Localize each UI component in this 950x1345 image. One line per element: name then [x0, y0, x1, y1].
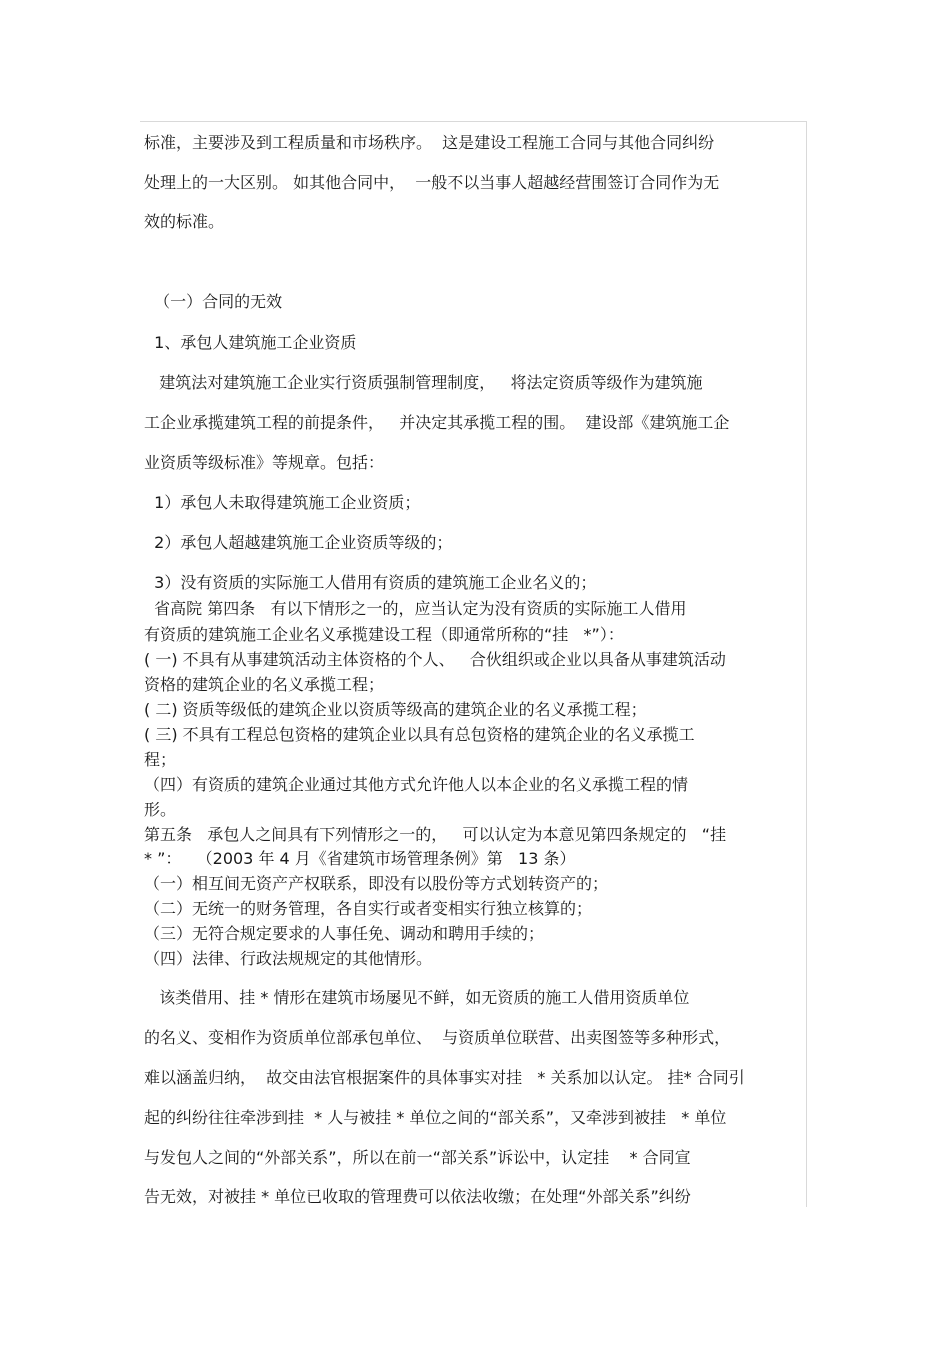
paragraph-line: * ”： （2003 年 4 月《省建筑市场管理条例》第 13 条） [144, 849, 576, 868]
paragraph-line: 有资质的建筑施工企业名义承揽建设工程（即通常所称的“挂 *”）： [144, 625, 624, 644]
paragraph-line: 该类借用、挂 * 情形在建筑市场屡见不鲜，如无资质的施工人借用资质单位 [144, 988, 690, 1007]
list-item: 3）没有资质的实际施工人借用有资质的建筑施工企业名义的； [144, 573, 597, 592]
subsection-heading: 1、承包人建筑施工企业资质 [144, 333, 357, 352]
list-item: 程； [144, 750, 177, 769]
paragraph-line: 与发包人之间的“外部关系”，所以在前一“部关系”诉讼中，认定挂 * 合同宣 [144, 1148, 691, 1167]
paragraph-line: 业资质等级标准》等规章。包括： [144, 453, 385, 472]
list-item: ( 三) 不具有工程总包资格的建筑企业以具有总包资格的建筑企业的名义承揽工 [144, 725, 695, 744]
list-item: （四）法律、行政法规规定的其他情形。 [144, 949, 433, 968]
paragraph-line: 第五条 承包人之间具有下列情形之一的， 可以认定为本意见第四条规定的 “挂 [144, 825, 727, 844]
paragraph-line: 工企业承揽建筑工程的前提条件， 并决定其承揽工程的围。 建设部《建筑施工企 [144, 413, 730, 432]
list-item: （三）无符合规定要求的人事任免、调动和聘用手续的； [144, 924, 545, 943]
list-item: 2）承包人超越建筑施工企业资质等级的； [144, 533, 453, 552]
section-heading: （一）合同的无效 [144, 292, 283, 311]
paragraph-line: 省高院 第四条 有以下情形之一的，应当认定为没有资质的实际施工人借用 [144, 599, 687, 618]
list-item: ( 二) 资质等级低的建筑企业以资质等级高的建筑企业的名义承揽工程； [144, 700, 647, 719]
paragraph-line: 告无效，对被挂 * 单位已收取的管理费可以依法收缴；在处理“外部关系”纠纷 [144, 1187, 691, 1206]
paragraph-line: 难以涵盖归纳， 故交由法官根据案件的具体事实对挂 * 关系加以认定。 挂* 合同引 [144, 1068, 745, 1087]
paragraph-line: 建筑法对建筑施工企业实行资质强制管理制度， 将法定资质等级作为建筑施 [144, 373, 703, 392]
paragraph-line: 处理上的一大区别。 如其他合同中， 一般不以当事人超越经营围签订合同作为无 [144, 173, 720, 192]
list-item: 1）承包人未取得建筑施工企业资质； [144, 493, 421, 512]
paragraph-line: 标准，主要涉及到工程质量和市场秩序。 这是建设工程施工合同与其他合同纠纷 [144, 133, 715, 152]
paragraph-line: 起的纠纷往往牵涉到挂 * 人与被挂 * 单位之间的“部关系”，又牵涉到被挂 * 单位 [144, 1108, 727, 1127]
list-item: 形。 [144, 800, 177, 819]
list-item: （二）无统一的财务管理，各自实行或者变相实行独立核算的； [144, 899, 593, 918]
paragraph-line: 效的标准。 [144, 212, 225, 231]
list-item: ( 一) 不具有从事建筑活动主体资格的个人、 合伙组织或企业以具备从事建筑活动 [144, 650, 726, 669]
list-item: （四）有资质的建筑企业通过其他方式允许他人以本企业的名义承揽工程的情 [144, 775, 689, 794]
paragraph-line: 的名义、变相作为资质单位部承包单位、 与资质单位联营、出卖图签等多种形式， [144, 1028, 731, 1047]
list-item: （一）相互间无资产产权联系，即没有以股份等方式划转资产的； [144, 874, 609, 893]
list-item: 资格的建筑企业的名义承揽工程； [144, 675, 385, 694]
